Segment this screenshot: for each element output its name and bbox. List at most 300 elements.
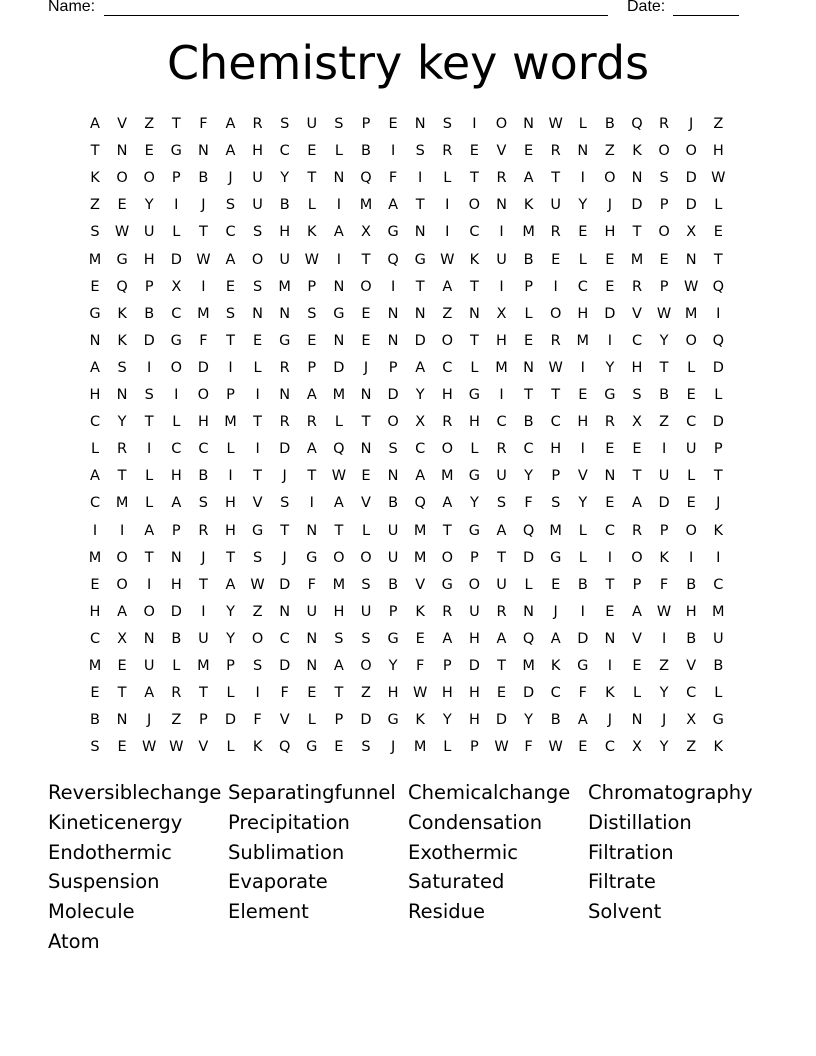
grid-letter[interactable]: T	[144, 414, 154, 431]
grid-letter[interactable]: D	[712, 414, 724, 431]
grid-letter[interactable]: W	[440, 251, 455, 268]
grid-letter[interactable]: N	[170, 549, 182, 566]
grid-letter[interactable]: A	[442, 495, 453, 512]
grid-letter[interactable]: J	[607, 712, 613, 729]
grid-letter[interactable]: T	[90, 143, 100, 160]
grid-letter[interactable]: O	[360, 549, 372, 566]
grid-letter[interactable]: A	[225, 143, 236, 160]
grid-letter[interactable]: C	[442, 359, 453, 376]
grid-letter[interactable]: I	[390, 143, 396, 160]
grid-letter[interactable]: H	[550, 441, 562, 458]
grid-letter[interactable]: V	[117, 116, 128, 132]
grid-letter[interactable]: T	[198, 576, 208, 593]
grid-letter[interactable]: R	[171, 685, 182, 702]
grid-letter[interactable]: O	[116, 549, 128, 566]
grid-letter[interactable]: B	[388, 576, 399, 593]
grid-letter[interactable]: G	[577, 658, 589, 674]
grid-letter[interactable]: G	[468, 468, 481, 485]
grid-letter[interactable]: J	[689, 116, 694, 132]
grid-letter[interactable]: G	[604, 387, 616, 403]
grid-letter[interactable]: M	[549, 522, 562, 539]
grid-letter[interactable]: T	[469, 278, 479, 295]
grid-letter[interactable]: I	[255, 441, 260, 458]
grid-letter[interactable]: T	[144, 549, 154, 566]
grid-letter[interactable]: V	[577, 468, 588, 485]
grid-letter[interactable]: S	[442, 116, 452, 132]
grid-letter[interactable]: N	[631, 170, 643, 187]
grid-letter[interactable]: M	[576, 332, 590, 349]
grid-letter[interactable]: H	[143, 251, 155, 268]
grid-letter[interactable]: G	[251, 522, 264, 539]
grid-letter[interactable]: O	[116, 576, 128, 593]
grid-letter[interactable]: G	[387, 630, 399, 647]
grid-letter[interactable]: Z	[90, 197, 100, 214]
grid-letter[interactable]: S	[252, 224, 263, 241]
grid-letter[interactable]: E	[144, 143, 154, 160]
grid-letter[interactable]: E	[713, 224, 723, 241]
grid-letter[interactable]: A	[496, 630, 507, 647]
grid-letter[interactable]: L	[714, 197, 723, 214]
grid-letter[interactable]: R	[279, 414, 290, 431]
grid-letter[interactable]: L	[714, 685, 723, 702]
grid-letter[interactable]: D	[523, 685, 535, 702]
grid-letter[interactable]: S	[280, 116, 290, 132]
date-blank-line[interactable]	[673, 15, 739, 16]
grid-letter[interactable]: W	[548, 739, 563, 756]
grid-letter[interactable]: A	[388, 197, 399, 214]
grid-letter[interactable]: K	[523, 197, 534, 214]
grid-letter[interactable]: Y	[524, 468, 534, 485]
grid-letter[interactable]: Z	[604, 143, 615, 160]
grid-letter[interactable]: T	[524, 387, 534, 403]
grid-letter[interactable]: N	[523, 116, 535, 132]
grid-letter[interactable]: Z	[659, 414, 670, 431]
grid-letter[interactable]: J	[282, 549, 287, 566]
grid-letter[interactable]: L	[145, 468, 154, 485]
grid-letter[interactable]: O	[631, 549, 643, 566]
grid-letter[interactable]: B	[523, 251, 534, 268]
grid-letter[interactable]: M	[522, 658, 535, 674]
grid-letter[interactable]: Y	[659, 685, 669, 702]
grid-letter[interactable]: B	[171, 630, 182, 647]
grid-letter[interactable]: L	[226, 441, 235, 458]
grid-letter[interactable]: N	[496, 197, 507, 214]
grid-letter[interactable]: R	[442, 603, 453, 620]
grid-letter[interactable]: X	[686, 712, 697, 729]
grid-letter[interactable]: D	[333, 359, 345, 376]
grid-letter[interactable]: Z	[686, 739, 697, 756]
grid-letter[interactable]: C	[89, 414, 101, 431]
grid-letter[interactable]: D	[685, 197, 697, 214]
grid-letter[interactable]: Q	[333, 441, 345, 458]
grid-letter[interactable]: A	[577, 712, 588, 729]
grid-letter[interactable]: A	[171, 495, 182, 512]
grid-letter[interactable]: G	[712, 712, 724, 729]
grid-letter[interactable]: D	[604, 305, 616, 322]
grid-letter[interactable]: L	[253, 359, 262, 376]
grid-letter[interactable]: W	[304, 251, 319, 268]
grid-letter[interactable]: I	[499, 278, 504, 295]
grid-letter[interactable]: B	[198, 468, 209, 485]
grid-letter[interactable]: N	[143, 630, 155, 647]
grid-letter[interactable]: H	[170, 576, 182, 593]
grid-letter[interactable]: I	[445, 224, 450, 241]
grid-letter[interactable]: N	[387, 305, 399, 322]
grid-letter[interactable]: S	[334, 116, 344, 132]
grid-letter[interactable]: F	[524, 739, 533, 756]
grid-letter[interactable]: Q	[278, 739, 291, 756]
grid-letter[interactable]: P	[551, 468, 561, 485]
grid-letter[interactable]: S	[551, 495, 561, 512]
grid-letter[interactable]: W	[142, 739, 157, 756]
grid-letter[interactable]: U	[658, 468, 670, 485]
grid-letter[interactable]: D	[631, 197, 643, 214]
grid-letter[interactable]: G	[333, 305, 345, 322]
grid-letter[interactable]: L	[307, 712, 316, 729]
grid-letter[interactable]: I	[147, 441, 152, 458]
grid-letter[interactable]: O	[441, 332, 453, 349]
name-blank-line[interactable]	[104, 15, 608, 16]
grid-letter[interactable]: V	[415, 576, 426, 593]
grid-letter[interactable]: T	[334, 522, 344, 539]
grid-letter[interactable]: C	[577, 278, 588, 295]
grid-letter[interactable]: N	[306, 658, 318, 674]
grid-letter[interactable]: E	[117, 739, 127, 756]
grid-letter[interactable]: U	[387, 522, 399, 539]
grid-letter[interactable]: L	[714, 387, 723, 403]
grid-letter[interactable]: U	[306, 116, 318, 132]
grid-letter[interactable]: D	[414, 332, 426, 349]
grid-letter[interactable]: N	[577, 143, 589, 160]
grid-letter[interactable]: A	[225, 116, 236, 132]
grid-letter[interactable]: F	[280, 685, 289, 702]
grid-letter[interactable]: I	[607, 332, 613, 349]
grid-letter[interactable]: B	[90, 712, 100, 729]
grid-letter[interactable]: J	[228, 170, 233, 187]
grid-letter[interactable]: R	[631, 522, 643, 539]
grid-letter[interactable]: G	[387, 224, 399, 241]
grid-letter[interactable]: U	[360, 603, 372, 620]
grid-letter[interactable]: A	[144, 685, 155, 702]
grid-letter[interactable]: H	[441, 387, 453, 403]
grid-letter[interactable]: N	[604, 468, 616, 485]
grid-letter[interactable]: N	[523, 603, 535, 620]
grid-letter[interactable]: G	[279, 332, 291, 349]
grid-letter[interactable]: N	[631, 712, 643, 729]
grid-letter[interactable]: A	[442, 630, 453, 647]
grid-letter[interactable]: T	[632, 224, 642, 241]
grid-letter[interactable]: A	[632, 603, 642, 620]
grid-letter[interactable]: B	[577, 576, 588, 593]
grid-letter[interactable]: I	[716, 549, 721, 566]
grid-letter[interactable]: I	[147, 359, 152, 376]
grid-letter[interactable]: D	[170, 251, 182, 268]
grid-letter[interactable]: S	[198, 495, 208, 512]
grid-letter[interactable]: P	[334, 712, 344, 729]
grid-letter[interactable]: L	[470, 359, 479, 376]
grid-letter[interactable]: L	[361, 522, 371, 539]
grid-letter[interactable]: R	[550, 224, 561, 241]
grid-letter[interactable]: I	[580, 441, 585, 458]
grid-letter[interactable]: Y	[605, 359, 615, 376]
grid-letter[interactable]: S	[280, 495, 290, 512]
grid-letter[interactable]: F	[199, 116, 208, 132]
grid-letter[interactable]: O	[197, 387, 210, 403]
grid-letter[interactable]: X	[496, 305, 507, 322]
grid-letter[interactable]: A	[496, 522, 507, 539]
grid-letter[interactable]: Y	[117, 414, 127, 431]
grid-letter[interactable]: B	[279, 197, 290, 214]
grid-letter[interactable]: N	[116, 143, 128, 160]
grid-letter[interactable]: T	[713, 251, 723, 268]
grid-letter[interactable]: I	[661, 630, 667, 647]
grid-letter[interactable]: G	[441, 576, 453, 593]
grid-letter[interactable]: M	[88, 658, 102, 674]
grid-letter[interactable]: N	[279, 387, 291, 403]
grid-letter[interactable]: R	[279, 359, 290, 376]
grid-letter[interactable]: G	[306, 739, 318, 756]
grid-letter[interactable]: I	[580, 603, 585, 620]
grid-letter[interactable]: X	[361, 224, 371, 241]
grid-letter[interactable]: P	[659, 278, 669, 295]
grid-letter[interactable]: A	[144, 522, 155, 539]
grid-letter[interactable]: M	[712, 603, 725, 620]
grid-letter[interactable]: C	[198, 441, 209, 458]
grid-letter[interactable]: T	[253, 414, 263, 431]
grid-letter[interactable]: Q	[712, 278, 724, 295]
grid-letter[interactable]: M	[684, 305, 698, 322]
grid-letter[interactable]: G	[116, 251, 128, 268]
grid-letter[interactable]: B	[361, 143, 371, 160]
grid-letter[interactable]: O	[604, 170, 616, 187]
grid-letter[interactable]: R	[117, 441, 128, 458]
grid-letter[interactable]: T	[171, 116, 181, 132]
grid-letter[interactable]: K	[307, 224, 317, 241]
grid-letter[interactable]: S	[90, 224, 100, 241]
grid-letter[interactable]: I	[336, 251, 342, 268]
grid-letter[interactable]: I	[689, 549, 694, 566]
grid-letter[interactable]: E	[307, 143, 317, 160]
grid-letter[interactable]: C	[496, 414, 507, 431]
grid-letter[interactable]: E	[659, 251, 669, 268]
grid-letter[interactable]: D	[170, 603, 182, 620]
grid-letter[interactable]: A	[306, 387, 317, 403]
grid-letter[interactable]: W	[413, 685, 428, 702]
grid-letter[interactable]: A	[225, 251, 236, 268]
grid-letter[interactable]: U	[496, 251, 507, 268]
grid-letter[interactable]: E	[551, 576, 561, 593]
grid-letter[interactable]: P	[470, 549, 479, 566]
grid-letter[interactable]: O	[251, 251, 264, 268]
grid-letter[interactable]: E	[524, 143, 534, 160]
grid-letter[interactable]: W	[494, 739, 509, 756]
grid-letter[interactable]: E	[578, 739, 588, 756]
grid-letter[interactable]: T	[334, 685, 344, 702]
grid-letter[interactable]: L	[578, 522, 587, 539]
grid-letter[interactable]: E	[632, 441, 642, 458]
grid-letter[interactable]: E	[307, 332, 317, 349]
grid-letter[interactable]: T	[632, 468, 642, 485]
grid-letter[interactable]: P	[361, 116, 371, 132]
grid-letter[interactable]: S	[252, 658, 263, 674]
grid-letter[interactable]: X	[117, 630, 128, 647]
grid-letter[interactable]: D	[197, 359, 209, 376]
grid-letter[interactable]: O	[360, 658, 372, 674]
grid-letter[interactable]: M	[197, 658, 210, 674]
grid-letter[interactable]: S	[252, 278, 263, 295]
grid-letter[interactable]: K	[469, 251, 480, 268]
grid-letter[interactable]: B	[550, 712, 561, 729]
grid-letter[interactable]: A	[90, 359, 100, 376]
grid-letter[interactable]: L	[443, 739, 452, 756]
grid-letter[interactable]: E	[524, 332, 534, 349]
grid-letter[interactable]: M	[332, 387, 346, 403]
grid-letter[interactable]: D	[712, 359, 724, 376]
grid-letter[interactable]: T	[469, 332, 479, 349]
grid-letter[interactable]: L	[145, 495, 154, 512]
grid-letter[interactable]: C	[686, 685, 697, 702]
grid-letter[interactable]: H	[468, 712, 480, 729]
grid-letter[interactable]: W	[331, 468, 347, 485]
grid-letter[interactable]: T	[415, 197, 425, 214]
grid-letter[interactable]: X	[632, 414, 642, 431]
grid-letter[interactable]: W	[548, 116, 563, 132]
grid-letter[interactable]: K	[415, 712, 425, 729]
grid-letter[interactable]: Q	[414, 495, 426, 512]
grid-letter[interactable]: N	[116, 387, 128, 403]
grid-letter[interactable]: E	[632, 658, 642, 674]
grid-letter[interactable]: U	[469, 603, 480, 620]
grid-letter[interactable]: M	[332, 576, 346, 593]
grid-letter[interactable]: P	[307, 359, 317, 376]
grid-letter[interactable]: N	[116, 712, 128, 729]
grid-letter[interactable]: J	[147, 712, 152, 729]
grid-letter[interactable]: P	[470, 739, 479, 756]
grid-letter[interactable]: D	[279, 658, 291, 674]
grid-letter[interactable]: N	[387, 468, 399, 485]
grid-letter[interactable]: E	[334, 739, 344, 756]
grid-letter[interactable]: A	[550, 630, 561, 647]
grid-letter[interactable]: C	[550, 414, 561, 431]
grid-letter[interactable]: E	[307, 685, 317, 702]
grid-letter[interactable]: B	[659, 387, 670, 403]
grid-letter[interactable]: A	[415, 359, 426, 376]
grid-letter[interactable]: G	[550, 549, 562, 566]
grid-letter[interactable]: E	[578, 224, 588, 241]
grid-letter[interactable]: S	[307, 305, 317, 322]
grid-letter[interactable]: N	[333, 170, 345, 187]
grid-letter[interactable]: V	[632, 305, 642, 322]
grid-letter[interactable]: G	[170, 332, 182, 349]
grid-letter[interactable]: H	[441, 685, 453, 702]
grid-letter[interactable]: A	[333, 224, 344, 241]
grid-letter[interactable]: M	[278, 278, 291, 295]
grid-letter[interactable]: E	[117, 658, 127, 674]
grid-letter[interactable]: L	[307, 197, 316, 214]
grid-letter[interactable]: Y	[524, 712, 534, 729]
grid-letter[interactable]: Y	[578, 495, 588, 512]
grid-letter[interactable]: R	[442, 414, 453, 431]
grid-letter[interactable]: N	[252, 305, 264, 322]
grid-letter[interactable]: I	[201, 603, 206, 620]
grid-letter[interactable]: O	[360, 278, 372, 295]
grid-letter[interactable]: M	[88, 251, 102, 268]
grid-letter[interactable]: V	[279, 712, 290, 729]
grid-letter[interactable]: H	[333, 603, 345, 620]
grid-letter[interactable]: T	[361, 414, 371, 431]
grid-letter[interactable]: E	[605, 251, 615, 268]
grid-letter[interactable]: F	[307, 576, 316, 593]
grid-letter[interactable]: H	[387, 685, 399, 702]
grid-letter[interactable]: S	[361, 630, 371, 647]
grid-letter[interactable]: S	[225, 197, 236, 214]
grid-letter[interactable]: N	[468, 305, 480, 322]
grid-letter[interactable]: P	[226, 387, 235, 403]
grid-letter[interactable]: J	[661, 712, 667, 729]
grid-letter[interactable]: I	[445, 197, 450, 214]
grid-letter[interactable]: U	[252, 197, 263, 214]
grid-letter[interactable]: C	[550, 685, 561, 702]
grid-letter[interactable]: O	[387, 414, 399, 431]
grid-letter[interactable]: L	[687, 468, 696, 485]
grid-letter[interactable]: C	[523, 441, 534, 458]
grid-letter[interactable]: A	[415, 468, 426, 485]
grid-letter[interactable]: T	[442, 522, 452, 539]
grid-letter[interactable]: N	[387, 332, 399, 349]
grid-letter[interactable]: I	[553, 278, 558, 295]
grid-letter[interactable]: K	[117, 305, 127, 322]
grid-letter[interactable]: V	[686, 658, 697, 674]
grid-letter[interactable]: Z	[659, 658, 670, 674]
grid-letter[interactable]: U	[712, 630, 724, 647]
grid-letter[interactable]: I	[228, 468, 233, 485]
grid-letter[interactable]: P	[144, 278, 154, 295]
grid-letter[interactable]: E	[253, 332, 263, 349]
grid-letter[interactable]: E	[496, 685, 507, 702]
grid-letter[interactable]: W	[548, 359, 563, 376]
grid-letter[interactable]: K	[252, 739, 263, 756]
grid-letter[interactable]: C	[225, 224, 236, 241]
grid-letter[interactable]: T	[659, 359, 669, 376]
grid-letter[interactable]: I	[201, 278, 206, 295]
grid-letter[interactable]: R	[306, 414, 317, 431]
grid-letter[interactable]: U	[306, 603, 318, 620]
grid-letter[interactable]: A	[306, 441, 317, 458]
grid-letter[interactable]: G	[468, 522, 481, 539]
grid-letter[interactable]: W	[711, 170, 726, 187]
grid-letter[interactable]: S	[659, 170, 669, 187]
grid-letter[interactable]: F	[659, 576, 669, 593]
grid-letter[interactable]: K	[117, 332, 127, 349]
grid-letter[interactable]: E	[361, 305, 371, 322]
grid-letter[interactable]: L	[172, 224, 181, 241]
grid-letter[interactable]: I	[174, 387, 179, 403]
grid-letter[interactable]: D	[143, 332, 155, 349]
grid-letter[interactable]: Q	[116, 278, 128, 295]
grid-letter[interactable]: L	[334, 414, 343, 431]
grid-letter[interactable]: F	[199, 332, 208, 349]
grid-letter[interactable]: N	[89, 332, 101, 349]
grid-letter[interactable]: O	[468, 576, 481, 593]
grid-letter[interactable]: M	[197, 305, 210, 322]
grid-letter[interactable]: R	[442, 143, 453, 160]
grid-letter[interactable]: C	[604, 522, 615, 539]
grid-letter[interactable]: I	[255, 685, 260, 702]
grid-letter[interactable]: L	[524, 305, 533, 322]
grid-letter[interactable]: Q	[360, 170, 372, 187]
grid-letter[interactable]: O	[251, 630, 264, 647]
grid-letter[interactable]: Q	[387, 251, 399, 268]
